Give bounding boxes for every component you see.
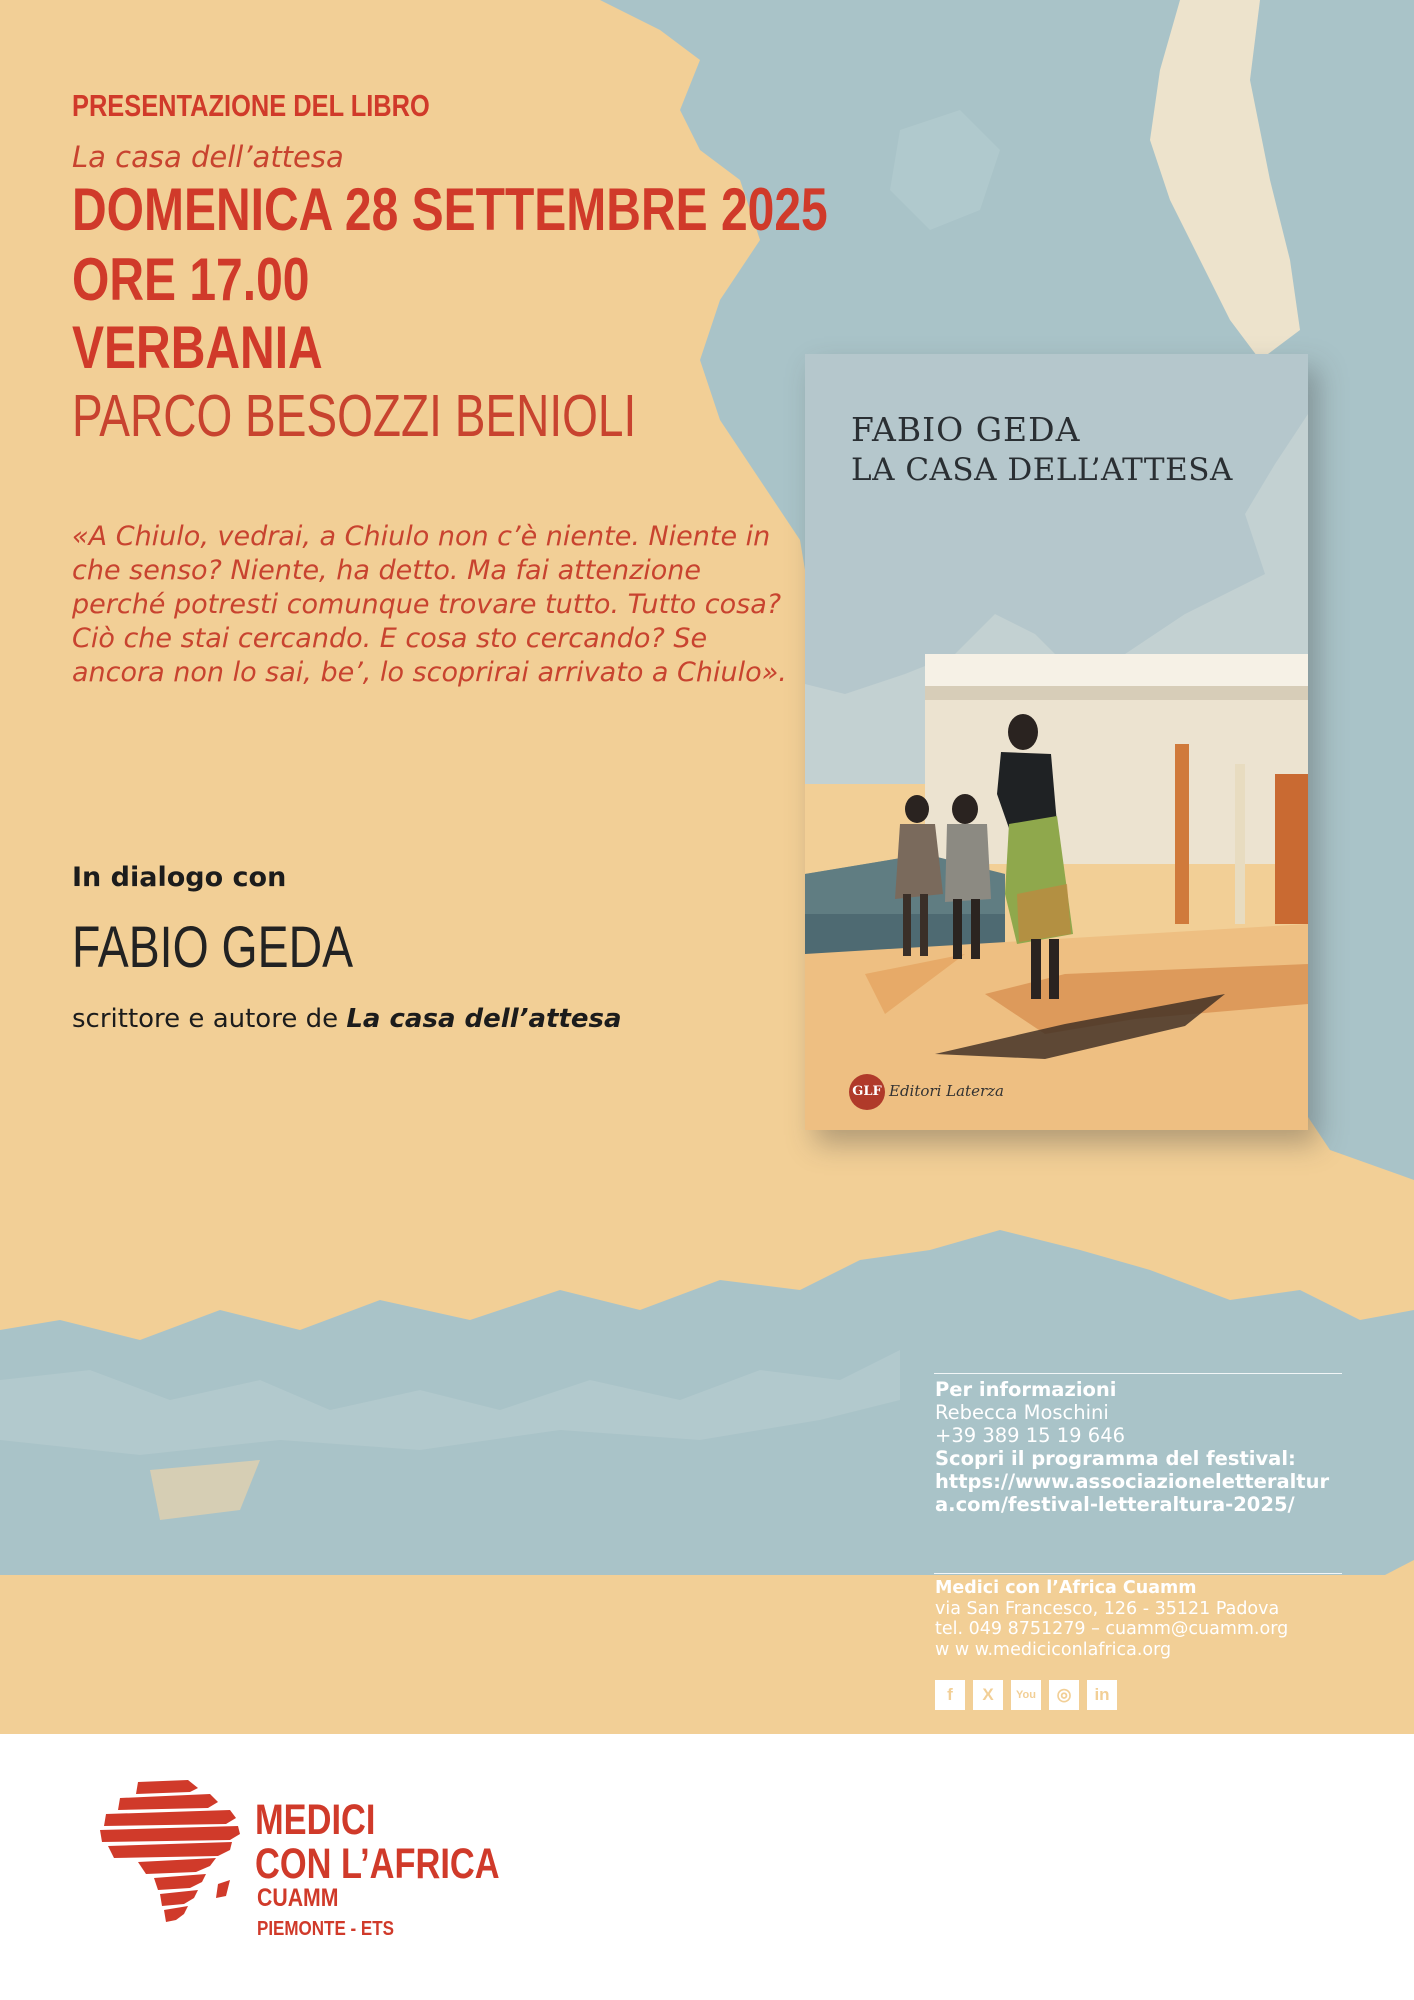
publisher-logo: GLF [849, 1074, 885, 1110]
contact-phone[interactable]: +39 389 15 19 646 [935, 1424, 1126, 1447]
linkedin-icon[interactable]: in [1087, 1680, 1117, 1710]
book-cover [805, 354, 1308, 1130]
program-link[interactable]: https://www.associazioneletteraltura.com/festival-letteraltura-2025/ [935, 1470, 1330, 1516]
facebook-icon[interactable]: f [935, 1680, 965, 1710]
contact-name: Rebecca Moschini [935, 1401, 1109, 1424]
info-heading: Per informazioni [935, 1378, 1117, 1401]
organization-website[interactable]: w w w.mediciconlafrica.org [935, 1639, 1172, 1660]
book-cover-title: LA CASA DELL’ATTESA [851, 452, 1233, 488]
author-description-title: La casa dell’attesa [346, 1004, 622, 1034]
organization-contact[interactable]: tel. 049 8751279 – cuamm@cuamm.org [935, 1619, 1289, 1639]
logo-text-region: PIEMONTE - ETS [257, 1918, 394, 1940]
logo-text-line1: MEDICI [255, 1796, 376, 1844]
event-time: ORE 17.00 [72, 246, 310, 313]
social-links [935, 1680, 1117, 1710]
publisher-name: Editori Laterza [889, 1082, 1004, 1100]
event-venue: PARCO BESOZZI BENIOLI [72, 383, 637, 449]
dialogue-intro: In dialogo con [72, 862, 287, 893]
logo-text-line2: CON L’AFRICA [255, 1840, 500, 1888]
logo-text-cuamm: CUAMM [257, 1884, 339, 1912]
youtube-icon[interactable]: You [1011, 1680, 1041, 1710]
event-city: VERBANIA [72, 314, 323, 381]
author-description-prefix: scrittore e autore de [72, 1004, 347, 1034]
event-label: PRESENTAZIONE DEL LIBRO [72, 88, 430, 123]
book-quote: «A Chiulo, vedrai, a Chiulo non c’è niente. Niente in che senso? Niente, ha detto. Ma fai attenzione perché potresti comunque trovare tutto. Tutto cosa? Ciò che stai cercando. E cosa sto cercando? Se ancora non lo sai, be’, lo scoprirai arrivato a Chiulo». [72, 521, 787, 688]
instagram-icon[interactable]: ◎ [1049, 1680, 1079, 1710]
africa-logo-icon [98, 1780, 248, 1930]
organization-block [935, 1578, 1343, 1660]
book-cover-author: FABIO GEDA [851, 410, 1081, 449]
book-title-subtitle: La casa dell’attesa [72, 140, 344, 174]
event-date: DOMENICA 28 SETTEMBRE 2025 [72, 176, 828, 243]
organization-name: Medici con l’Africa Cuamm [935, 1578, 1197, 1598]
program-heading: Scopri il programma del festival: [935, 1447, 1296, 1470]
organization-address: via San Francesco, 126 - 35121 Padova [935, 1598, 1280, 1619]
info-block [935, 1378, 1343, 1516]
info-divider-bottom [934, 1573, 1342, 1574]
author-description [72, 1004, 622, 1034]
info-divider-top [934, 1373, 1342, 1374]
x-icon[interactable]: X [973, 1680, 1003, 1710]
author-name: FABIO GEDA [72, 915, 354, 980]
